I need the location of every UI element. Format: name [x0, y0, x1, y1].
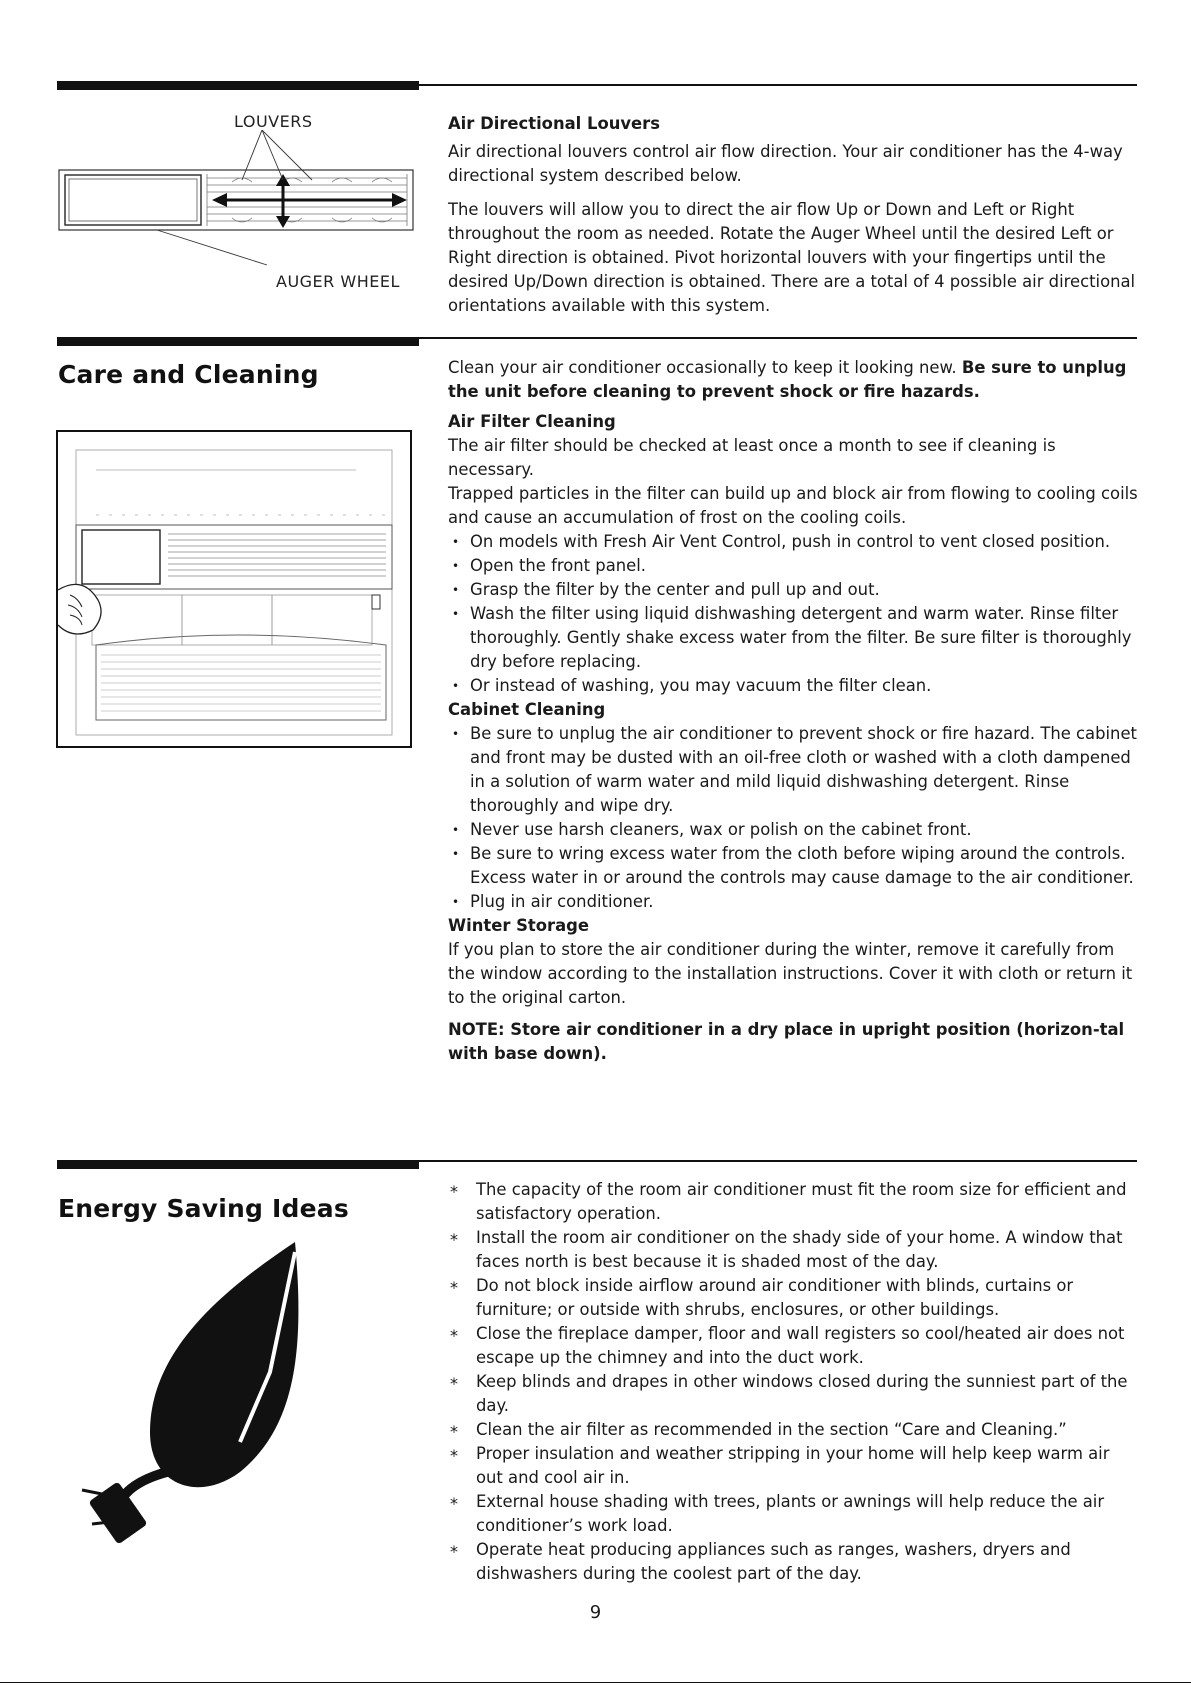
- filter-paragraph-2: Trapped particles in the filter can build up and block air from flowing to cooling coils and cause an accumulation of frost on the cooling coils.: [448, 484, 1138, 527]
- list-item: * The capacity of the room air conditioner must fit the room size for efficient and satisfactory operation.: [448, 1178, 1138, 1226]
- page-bottom-rule: [0, 1682, 1191, 1683]
- list-item: * Do not block inside airflow around air conditioner with blinds, curtains or furniture; or outside with shrubs, enclosures, or other buildings.: [448, 1274, 1138, 1322]
- list-item: • Be sure to wring excess water from the cloth before wiping around the controls. Excess water in or around the controls may cause damage to the air conditioner.: [448, 842, 1138, 890]
- air-conditioner-illustration: [56, 430, 412, 748]
- list-item: • Grasp the filter by the center and pull up and out.: [448, 578, 1138, 602]
- page-number: 9: [589, 1602, 602, 1623]
- list-item: • Or instead of washing, you may vacuum the filter clean.: [448, 674, 1138, 698]
- filter-paragraph-1: The air filter should be checked at least once a month to see if cleaning is necessary.: [448, 436, 1056, 479]
- list-item: * Install the room air conditioner on the shady side of your home. A window that faces north is best because it is shaded most of the day.: [448, 1226, 1138, 1274]
- energy-title: Energy Saving Ideas: [58, 1194, 349, 1223]
- list-item: • Never use harsh cleaners, wax or polish on the cabinet front.: [448, 818, 1138, 842]
- filter-heading: Air Filter Cleaning: [448, 412, 616, 431]
- section-rule-top-thin: [419, 84, 1137, 86]
- cabinet-heading: Cabinet Cleaning: [448, 700, 606, 719]
- list-item: * Clean the air filter as recommended in the section “Care and Cleaning.”: [448, 1418, 1138, 1442]
- care-intro: [448, 356, 1138, 404]
- list-item: * Operate heat producing appliances such as ranges, washers, dryers and dishwashers during the coolest part of the day.: [448, 1538, 1138, 1586]
- care-text: [448, 356, 1138, 1066]
- care-intro-warning: Be sure to unplug the unit before cleaning to prevent shock or fire hazards.: [448, 358, 1127, 401]
- list-item: • Wash the filter using liquid dishwashing detergent and warm water. Rinse filter thoroughly. Gently shake excess water from the filter. Be sure filter is thoroughly dry before replacing.: [448, 602, 1138, 674]
- list-item: * Keep blinds and drapes in other windows closed during the sunniest part of the day.: [448, 1370, 1138, 1418]
- auger-wheel-label: AUGER WHEEL: [276, 272, 400, 291]
- list-item: • On models with Fresh Air Vent Control, push in control to vent closed position.: [448, 530, 1138, 554]
- section-rule-top-thick: [57, 81, 419, 90]
- winter-paragraph: If you plan to store the air conditioner during the winter, remove it carefully from the window according to the installation instructions. Cover it with cloth or return it to the original carton.: [448, 940, 1133, 1007]
- louvers-text: [448, 112, 1138, 318]
- filter-steps-list: [448, 530, 1138, 698]
- list-item: • Open the front panel.: [448, 554, 1138, 578]
- list-item: * Proper insulation and weather stripping in your home will help keep warm air out and cool air in.: [448, 1442, 1138, 1490]
- care-intro-plain: Clean your air conditioner occasionally to keep it looking new.: [448, 358, 962, 377]
- louvers-paragraph-2: The louvers will allow you to direct the air flow Up or Down and Left or Right throughout the room as needed. Rotate the Auger Wheel until the desired Left or Right direction is obtained. Pivot horizontal louvers with your fingertips until the desired Up/Down direction is obtained. There are a total of 4 possible air directional orientations available with this system.: [448, 200, 1136, 315]
- list-item: • Be sure to unplug the air conditioner to prevent shock or fire hazard. The cabinet and front may be dusted with an oil-free cloth or washed with a cloth dampened in a solution of warm water and mild liquid dishwashing detergent. Rinse thoroughly and wipe dry.: [448, 722, 1138, 818]
- leaf-plug-icon: [80, 1232, 380, 1552]
- list-item: * Close the fireplace damper, floor and wall registers so cool/heated air does not escape up the chimney and into the duct work.: [448, 1322, 1138, 1370]
- section-rule-care-thin: [419, 337, 1137, 339]
- energy-ideas-list: [448, 1178, 1138, 1586]
- list-item: • Plug in air conditioner.: [448, 890, 1138, 914]
- louvers-diagram: [57, 130, 417, 280]
- storage-note: NOTE: Store air conditioner in a dry place in upright position (horizon-tal with base down).: [448, 1020, 1125, 1063]
- energy-text: [448, 1178, 1138, 1586]
- louvers-label: LOUVERS: [234, 112, 313, 131]
- care-title: Care and Cleaning: [58, 360, 319, 389]
- section-rule-energy-thick: [57, 1160, 419, 1169]
- section-rule-energy-thin: [419, 1160, 1137, 1162]
- winter-heading: Winter Storage: [448, 916, 590, 935]
- louvers-paragraph-1: Air directional louvers control air flow direction. Your air conditioner has the 4-way directional system described below.: [448, 142, 1123, 185]
- section-rule-care-thick: [57, 337, 419, 346]
- list-item: * External house shading with trees, plants or awnings will help reduce the air conditioner’s work load.: [448, 1490, 1138, 1538]
- cabinet-steps-list: [448, 722, 1138, 914]
- louvers-heading: Air Directional Louvers: [448, 114, 661, 133]
